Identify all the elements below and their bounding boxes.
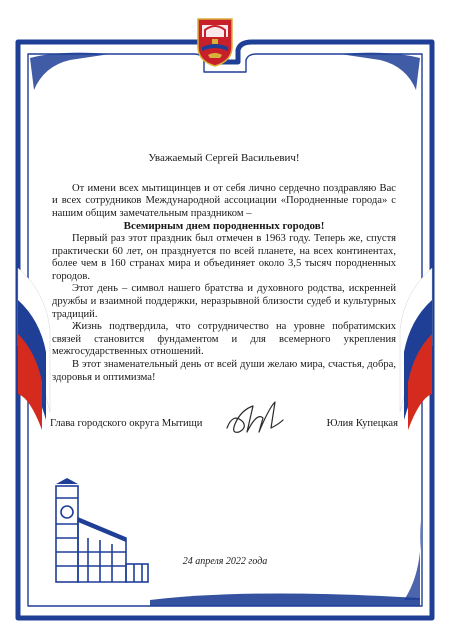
paragraph-symbol: Этот день – символ нашего братства и духовного родства, искренней дружбы и взаимной поддержки, неразрывной близости судеб и культурных традиций. (52, 283, 396, 320)
paragraph-wishes: В этот знаменательный день от всей души желаю мира, счастья, добра, здоровья и оптимизма! (52, 358, 396, 383)
crest-icon (196, 17, 234, 67)
letter-date: 24 апреля 2022 года (182, 556, 268, 567)
building-icon (48, 478, 152, 588)
salutation: Уважаемый Сергей Васильевич! (148, 152, 300, 164)
signer-position: Глава городского округа Мытищи (50, 418, 203, 429)
holiday-name: Всемирным днем породненных городов! (123, 220, 325, 233)
paragraph-cooperation: Жизнь подтвердила, что сотрудничество на уровне побратимских связей становится фундаментом и для всемерного укрепления межгосударственных отношений. (52, 321, 396, 358)
paragraph-greeting: От имени всех мытищинцев и от себя лично сердечно поздравляю Вас и всех сотрудников Международной ассоциации «Породненные города» с нашим общим замечательным праздником – (52, 182, 396, 219)
signature-row (50, 418, 398, 442)
letter-body (52, 152, 396, 384)
paragraph-history: Первый раз этот праздник был отмечен в 1963 году. Теперь же, спустя практически 60 лет, он празднуется по всей планете, на всех континентах, более чем в 160 странах мира и объединяет около 3,5 тысяч породненных городов. (52, 232, 396, 282)
signer-name: Юлия Купецкая (326, 418, 398, 429)
